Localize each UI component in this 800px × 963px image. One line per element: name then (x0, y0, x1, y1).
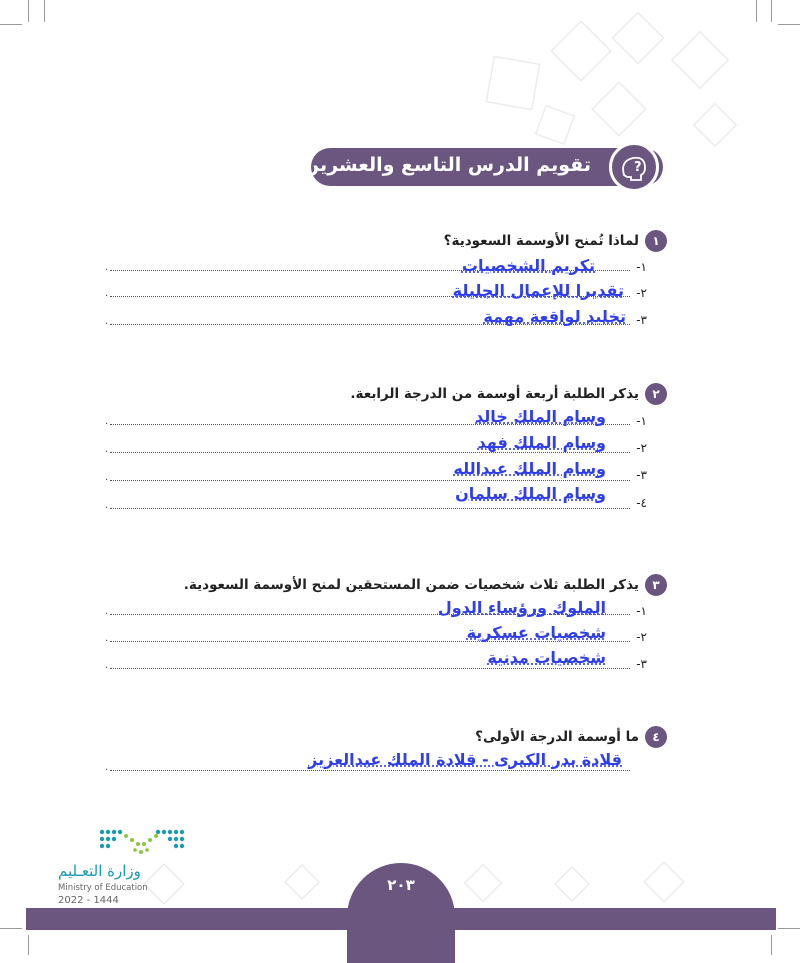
question-number: ٢ (645, 383, 667, 405)
answer-index: ١- (636, 260, 647, 274)
ministry-logo (96, 826, 188, 860)
answer-index: ٢- (636, 441, 647, 455)
answer-index: ٣- (636, 468, 647, 482)
answer-text: وسام الملك عبدالله (453, 459, 606, 478)
answer-text: وسام الملك سلمان (455, 484, 606, 503)
answer-text: تقديرا للإعمال الجليلة (452, 281, 624, 300)
lesson-review-banner (302, 148, 663, 186)
crop-mark (778, 928, 800, 929)
answer-index: ٣- (636, 657, 647, 671)
question-number: ١ (645, 230, 667, 252)
answer-text: وسام الملك خالد (475, 407, 606, 426)
question-head-icon (609, 142, 659, 192)
answer-line (110, 452, 630, 453)
answer-line (110, 424, 630, 425)
crop-mark (778, 24, 800, 25)
answer-index: ٢- (636, 286, 647, 300)
crop-mark (756, 0, 757, 22)
question-head-icon-svg (612, 145, 656, 189)
answer-text: تكريم الشخصيات (461, 256, 595, 275)
crop-mark (28, 0, 29, 22)
question-4 (475, 726, 667, 748)
answer-line (110, 324, 630, 325)
crop-mark (771, 0, 772, 22)
answer-text: الملوك ورؤساء الدول (437, 598, 606, 617)
answer-index: ١- (636, 604, 647, 618)
banner-title: تقويم الدرس التاسع والعشرين (302, 154, 591, 176)
svg-text:?: ? (634, 160, 642, 175)
ministry-name-ar: وزارة التعـليم (58, 862, 141, 880)
answer-line (110, 508, 630, 509)
question-number: ٣ (645, 574, 667, 596)
page-number: ٢٠٣ (387, 876, 415, 894)
question-2 (350, 383, 667, 405)
crop-mark (44, 0, 45, 22)
question-text: ما أوسمة الدرجة الأولى؟ (475, 729, 639, 745)
ministry-name-en: Ministry of Education (58, 883, 148, 893)
answer-line (110, 641, 630, 642)
answer-index: ٢- (636, 630, 647, 644)
crop-mark (0, 928, 22, 929)
question-3 (184, 574, 667, 596)
question-number: ٤ (645, 726, 667, 748)
answer-line (110, 614, 630, 615)
crop-mark (28, 935, 29, 955)
answer-text: وسام الملك فهد (477, 433, 606, 452)
answer-line (110, 296, 630, 297)
ministry-year: 2022 - 1444 (58, 895, 119, 906)
answer-text: قلادة بدر الكبرى - قلادة الملك عبدالعزيز (308, 750, 622, 769)
question-1 (444, 230, 667, 252)
question-text: يذكر الطلبة أربعة أوسمة من الدرجة الرابعة. (350, 386, 639, 402)
answer-index: ٣- (636, 313, 647, 327)
answer-line (110, 480, 630, 481)
answer-text: شخصيات عسكرية (466, 623, 606, 642)
question-text: لماذا تُمنح الأوسمة السعودية؟ (443, 233, 639, 249)
answer-text: تخليد لواقعة مهمة (483, 307, 626, 326)
answer-line (110, 770, 630, 771)
answer-line (110, 270, 630, 271)
answer-index: ١- (636, 414, 647, 428)
answer-line (110, 668, 630, 669)
crop-mark (0, 24, 22, 25)
crop-mark (771, 935, 772, 955)
answer-text: شخصيات مدنية (487, 648, 606, 667)
answer-index: ٤- (636, 496, 647, 510)
question-text: يذكر الطلبة ثلاث شخصيات ضمن المستحقين لمنح الأوسمة السعودية. (183, 577, 639, 593)
